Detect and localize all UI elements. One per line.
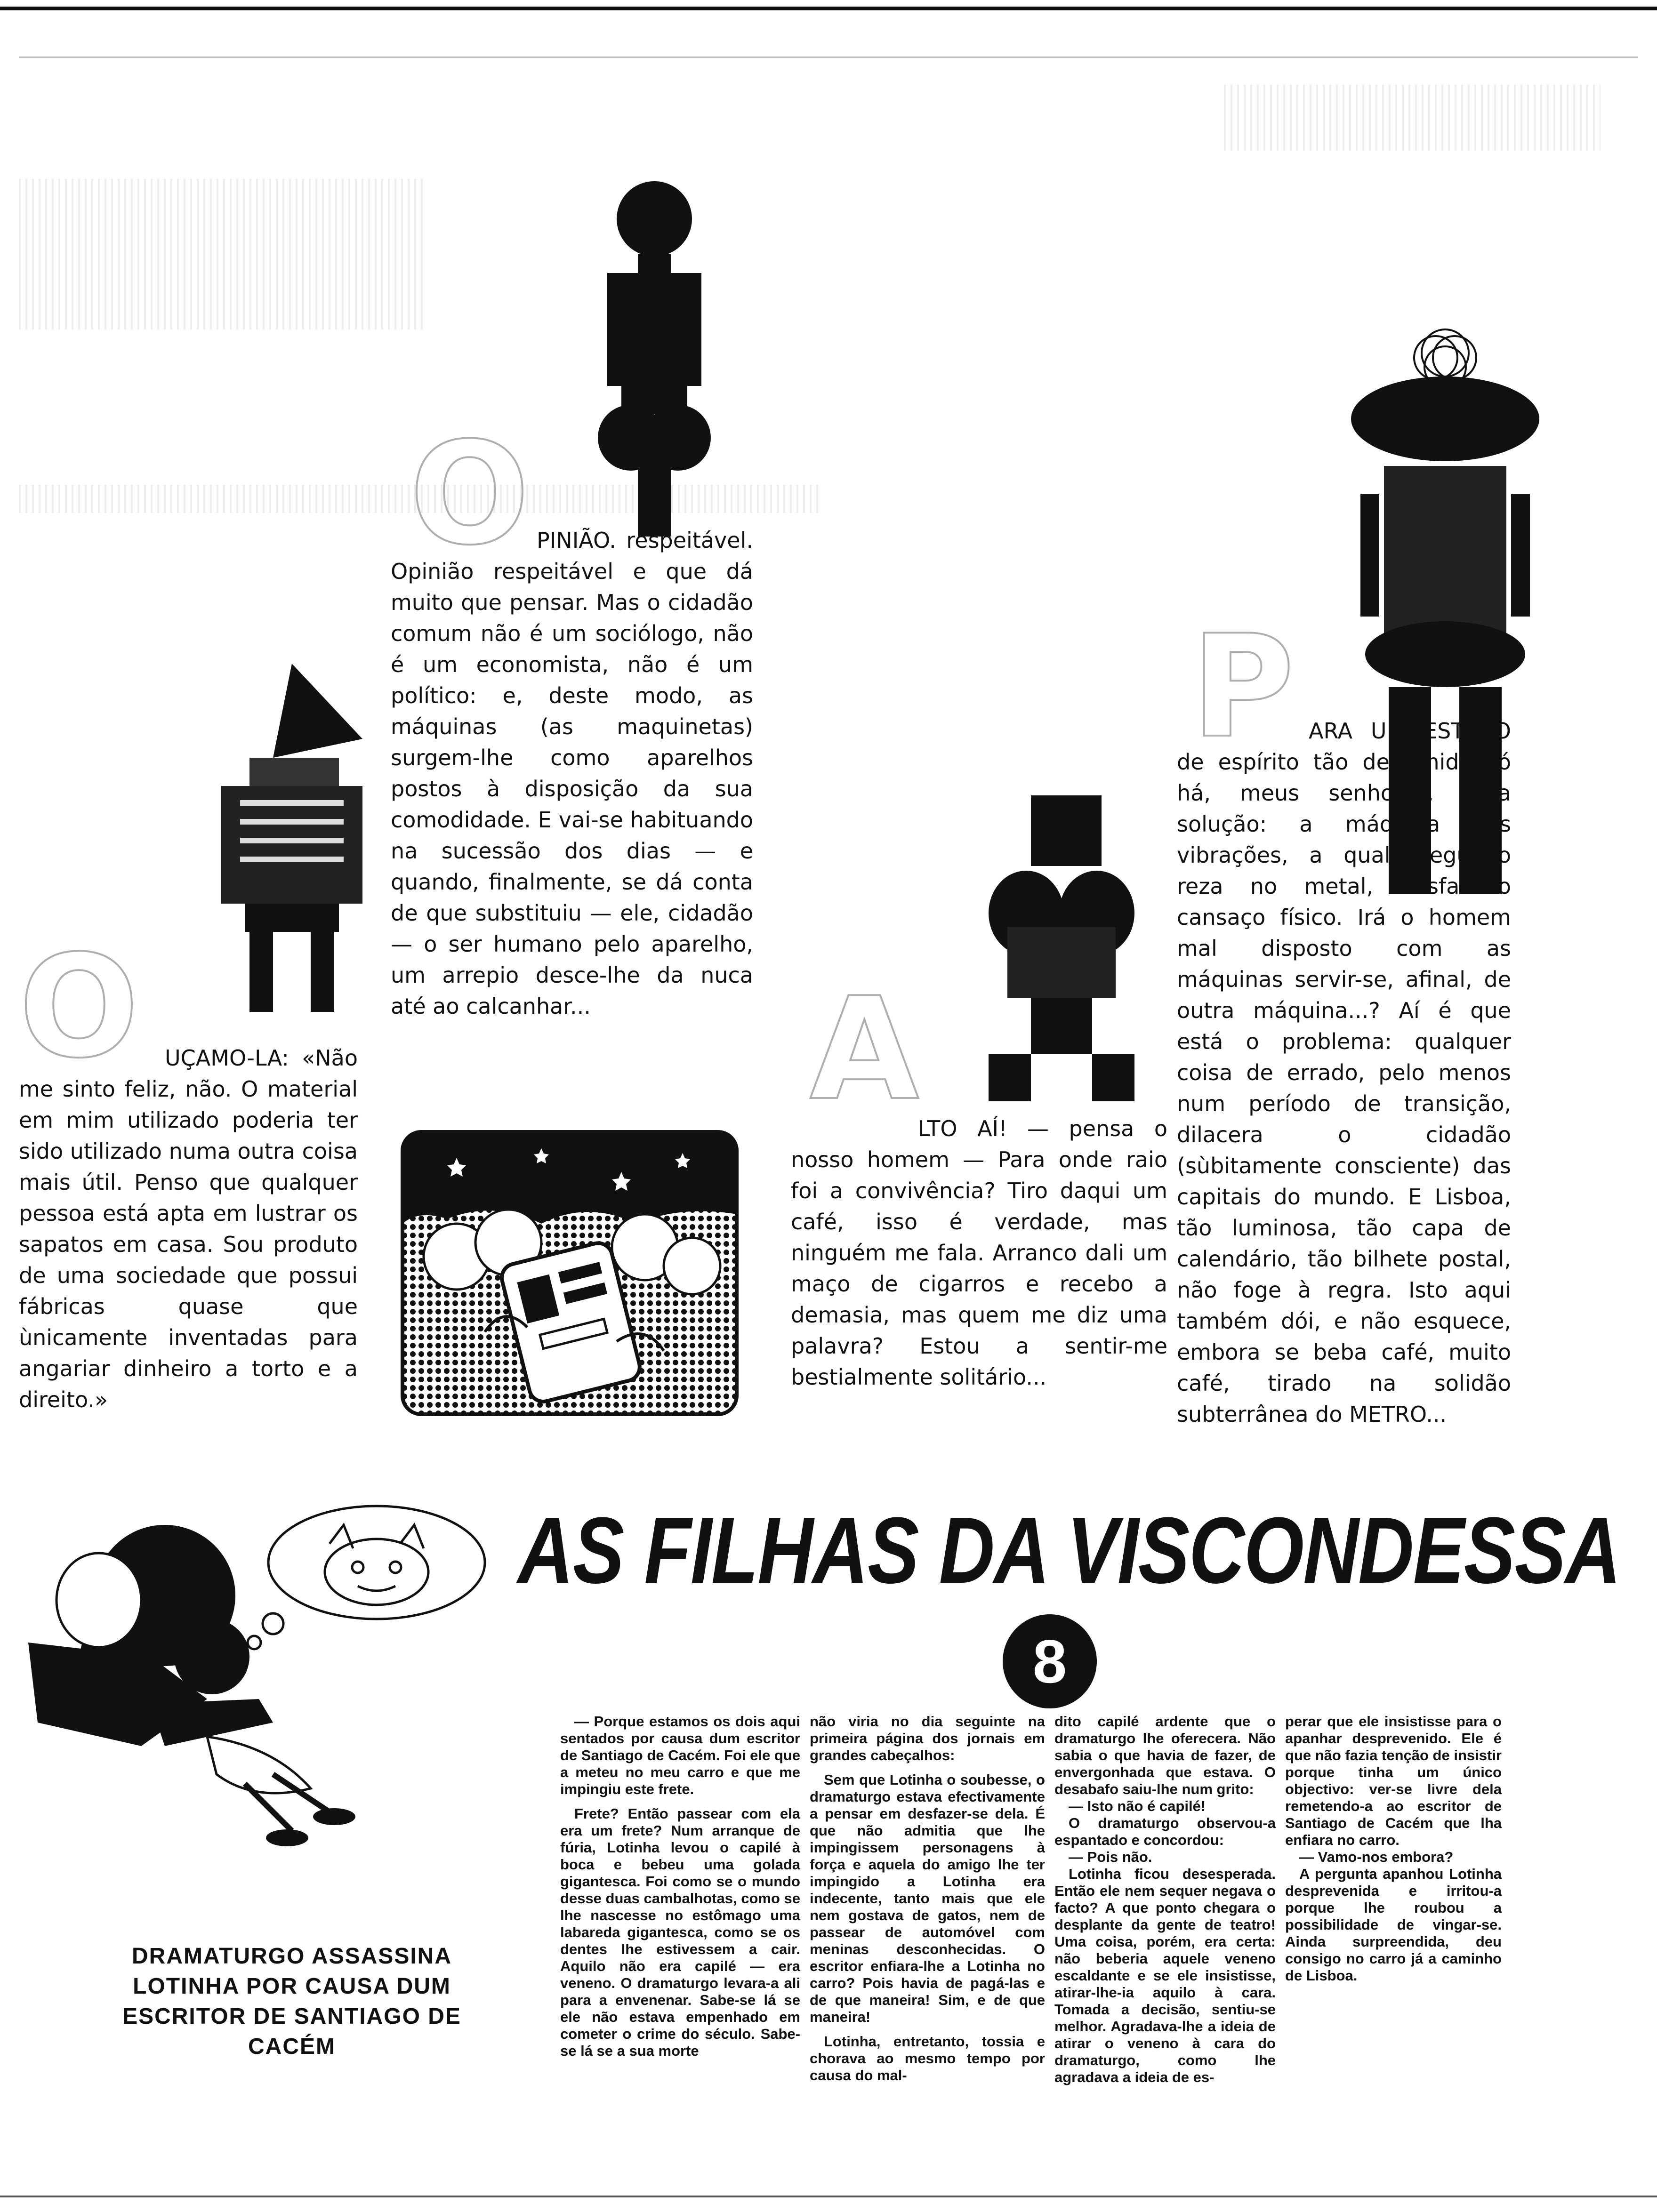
serial-col3-para-1: dito capilé ardente que o dramaturgo lhe oferecera. Não sabia o que havia de fazer, de envergonhada que estava. O desabafo saiu-lhe num grito: [1054,1713,1276,1797]
feature-opiniao-text [391,525,753,1022]
serial-col2-para-1: não viria no dia seguinte na primeira página dos jornais em grandes cabeçalhos: [810,1713,1045,1763]
initial-letter-opiniao: O [410,412,530,576]
feature-opiniao-paragraph: PINIÃO. respeitável. Opinião respeitável e que dá muito que pensar. Mas o cidadão comum não é um sociólogo, não é um economista, não é um político: e, deste modo, as máquinas (as maquinetas) surgem-lhe como aparelhos postos à disposição da sua comodidade. E vai-se habituando na sucessão dos dias — e quando, finalmente, se dá conta de que substituiu — ele, cidadão — o ser humano pelo aparelho, um arrepio desce-lhe da nuca até ao calcanhar... [391,528,753,1019]
initial-letter-oucamola: O [19,925,139,1089]
serial-col2-para-2: Sem que Lotinha o soubesse, o dramaturgo estava efectivamente a pensar em desfazer-se dela. É que não admitia que lhe impingissem personagens à força e aquela do amigo lhe ter impingido a Lotinha era indecente, tanto mais que ele nem gostava de gatos, nem de passear de automóvel com meninas desconhecidas. O escritor enfiara-lhe a Lotinha no carro? Pois havia de pagá-las e de que maneira! Sim, e de que maneira! [810,1771,1045,2025]
show-through-band-3 [19,179,424,329]
serial-deck: DRAMATURGO ASSASSINA LOTINHA POR CAUSA DUM ESCRITOR DE SANTIAGO DE CACÉM [122,1944,461,2059]
initial-letter-para: P [1191,605,1295,769]
serial-column-2 [810,1713,1045,2084]
serial-col4-para-2: — Vamo-nos embora? [1299,1849,1454,1865]
bottom-rule [0,2196,1657,2197]
serial-column-3 [1054,1713,1276,2086]
feature-alto-text [791,1113,1167,1393]
feature-alto-paragraph: LTO AÍ! — pensa o nosso homem — Para onde raio foi a convivência? Tiro daqui um café, isso é verdade, mas ninguém me fala. Arranco dali um maço de cigarros e recebo a demasia, mas quem me diz uma palavra? Estou a sentir-me bestialmente solitário... [791,1116,1167,1390]
robot-figure-top [593,174,716,541]
feature-oucamola-paragraph: UÇAMO-LA: «Não me sinto feliz, não. O material em mim utilizado poderia ter sido utilizado numa outra coisa mais útil. Penso que qualquer pessoa está apta em lustrar os sapatos em casa. Sou produto de uma sociedade que possui fábricas quase que ùnicamente inventadas para angariar dinheiro a torto e a direito.» [19,1045,358,1412]
serial-headline: AS FILHAS DA VISCONDESSA [518,1498,1620,1603]
robot-figure-centre [979,795,1139,1106]
serial-col4-para-3: A pergunta apanhou Lotinha desprevenida e irritou-a porque lhe roubou a possibilidade de vingar-se. Ainda surpreendida, deu consigo no carro já a caminho de Lisboa. [1285,1866,1502,1984]
serial-col3-para-5: Lotinha ficou desesperada. Então ele nem sequer negava o facto? A que ponto chegara o desplante da gente de teatro! Uma coisa, porém, era certa: não beberia aquele veneno escaldante e se ele insistisse, atirar-lhe-ia aquilo à cara. Tomada a decisão, sentiu-se melhor. Agradava-lhe a ideia de atirar o veneno à cara do dramaturgo, como lhe agradava a ideia de es- [1054,1866,1276,2085]
episode-number-badge: 8 [1003,1614,1097,1708]
serial-col3-para-3: O dramaturgo observou-a espantado e concordou: [1054,1815,1276,1848]
serial-column-4 [1285,1713,1502,1984]
vending-machine-cartoon [400,1130,739,1417]
serial-col1-para-1: — Porque estamos os dois aqui sentados por causa dum escritor de Santiago de Cacém. Foi ele que a meteu no meu carro e que me impingiu este frete. [560,1713,800,1797]
serial-col1-para-2: Frete? Então passear com ela era um frete? Num arranque de fúria, Lotinha levou o capilé à boca e bebeu uma golada gigantesca. Foi como se o mundo desse duas cambalhotas, como se lhe nascesse no estômago uma labareda gigantesca, como se os dentes lhe estivessem a cair. Aquilo não era capilé — era veneno. O dramaturgo levara-a ali para a envenenar. Sabe-se lá se ele não estava empenhado em cometer o crime do século. Sabe-se lá se a sua morte [560,1805,800,2059]
feature-oucamola-text [19,1042,358,1415]
feature-para-paragraph: ARA UM ESTADO de espírito tão deprimido só há, meus senhores, uma solução: a máquina das vibrações, a qual, segundo reza no metal, desfaz o cansaço físico. Irá o homem mal disposto com as máquinas servir-se, afinal, de outra máquina...? Aí é que está o problema: qualquer coisa de errado, pelo menos num período de transição, dilacera o cidadão (sùbitamente consciente) das capitais do mundo. E Lisboa, tão luminosa, tão capa de calendário, tão bilhete postal, não foge à regra. Isto aqui também dói, e não esquece, embora se beba café, muito café, tirado na solidão subterrânea do METRO... [1177,718,1511,1427]
serial-col3-para-4: — Pois não. [1069,1849,1152,1865]
lotinha-cartoon [9,1501,518,1868]
serial-col3-para-2: — Isto não é capilé! [1069,1798,1206,1814]
serial-col2-para-3: Lotinha, entretanto, tossia e chorava ao mesmo tempo por causa do mal- [810,2033,1045,2084]
initial-letter-alto: A [810,967,919,1131]
serial-column-1 [560,1713,800,2060]
serial-col4-para-1: perar que ele insistisse para o apanhar desprevenido. Ele é que não fazia tenção de insistir porque tinha um único objectivo: ver-se livre dela remetendo-a ao escritor de Santiago de Cacém que lha enfiara no carro. [1285,1713,1502,1848]
top-rule [0,7,1657,10]
feature-para-text [1177,715,1511,1430]
show-through-band-2 [1224,85,1601,151]
robot-figure-left [202,664,381,1012]
top-rule-faint [19,56,1638,58]
